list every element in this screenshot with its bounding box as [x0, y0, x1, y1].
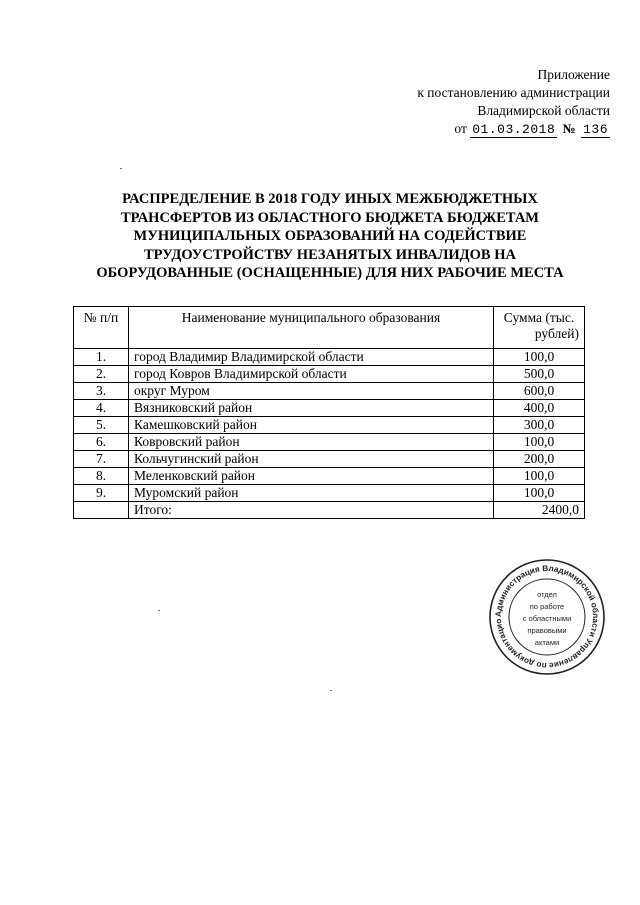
- stamp-ring-path-text: Администрация Владимирской области Управление по документацио: [493, 563, 601, 671]
- row-sum: 100,0: [494, 349, 585, 366]
- title-line: ТРАНСФЕРТОВ ИЗ ОБЛАСТНОГО БЮДЖЕТА БЮДЖЕТАМ: [121, 209, 539, 226]
- row-num: 9.: [74, 485, 129, 502]
- stamp-center-line: отдел: [537, 590, 557, 599]
- table-row: [74, 400, 585, 417]
- row-num: 1.: [74, 349, 129, 366]
- row-sum: 100,0: [494, 485, 585, 502]
- row-name: Вязниковский район: [129, 400, 494, 417]
- table-total-row: [74, 502, 585, 519]
- row-name: Ковровский район: [129, 434, 494, 451]
- official-stamp: [487, 557, 607, 677]
- total-num-cell: [74, 502, 129, 519]
- row-num: 4.: [74, 400, 129, 417]
- row-num: 5.: [74, 417, 129, 434]
- table-row: [74, 485, 585, 502]
- table-body: [74, 349, 585, 519]
- number-sign: №: [562, 121, 576, 136]
- header-appendix-label: Приложение: [537, 67, 610, 82]
- date-value: 01.03.2018: [472, 122, 556, 137]
- row-num: 2.: [74, 366, 129, 383]
- header-num: № п/п: [74, 307, 129, 349]
- row-sum: 100,0: [494, 468, 585, 485]
- row-sum: 600,0: [494, 383, 585, 400]
- table-row: [74, 349, 585, 366]
- scan-speck: [120, 168, 122, 169]
- scan-speck: [330, 690, 332, 691]
- number-value: 136: [583, 122, 608, 137]
- total-sum: 2400,0: [494, 502, 585, 519]
- table-row: [74, 366, 585, 383]
- stamp-center-line: актами: [534, 638, 560, 647]
- row-name: Муромский район: [129, 485, 494, 502]
- distribution-table: [73, 306, 585, 519]
- stamp-center-line: с областными: [522, 614, 572, 623]
- header-sum-line1: Сумма (тыс.: [503, 310, 575, 325]
- header-date-line: [454, 120, 610, 139]
- document-title: [70, 190, 590, 283]
- row-sum: 100,0: [494, 434, 585, 451]
- title-line: ТРУДОУСТРОЙСТВУ НЕЗАНЯТЫХ ИНВАЛИДОВ НА: [144, 246, 516, 263]
- table-row: [74, 434, 585, 451]
- date-prefix: от: [454, 121, 467, 136]
- row-name: город Ковров Владимирской области: [129, 366, 494, 383]
- row-num: 3.: [74, 383, 129, 400]
- title-line: РАСПРЕДЕЛЕНИЕ В 2018 ГОДУ ИНЫХ МЕЖБЮДЖЕТНЫХ: [122, 191, 538, 207]
- table-row: [74, 383, 585, 400]
- total-label: Итого:: [129, 502, 494, 519]
- table-row: [74, 417, 585, 434]
- row-sum: 500,0: [494, 366, 585, 383]
- table-row: [74, 451, 585, 468]
- row-name: Кольчугинский район: [129, 451, 494, 468]
- row-name: город Владимир Владимирской области: [129, 349, 494, 366]
- row-name: округ Муром: [129, 383, 494, 400]
- title-line: ОБОРУДОВАННЫЕ (ОСНАЩЕННЫЕ) ДЛЯ НИХ РАБОЧИЕ МЕСТА: [96, 265, 564, 281]
- header-region-label: Владимирской области: [477, 103, 610, 118]
- row-num: 7.: [74, 451, 129, 468]
- stamp-seal: [487, 557, 607, 677]
- row-sum: 200,0: [494, 451, 585, 468]
- document-header: [310, 66, 610, 139]
- row-sum: 300,0: [494, 417, 585, 434]
- row-num: 6.: [74, 434, 129, 451]
- header-sum: [494, 307, 585, 349]
- row-sum: 400,0: [494, 400, 585, 417]
- title-line: МУНИЦИПАЛЬНЫХ ОБРАЗОВАНИЙ НА СОДЕЙСТВИЕ: [133, 228, 527, 244]
- row-num: 8.: [74, 468, 129, 485]
- table-header-row: [74, 307, 585, 349]
- stamp-center-line: правовыми: [527, 626, 567, 635]
- scan-speck: [158, 610, 160, 611]
- stamp-center-line: по работе: [529, 602, 565, 611]
- row-name: Меленковский район: [129, 468, 494, 485]
- row-name: Камешковский район: [129, 417, 494, 434]
- header-name: Наименование муниципального образования: [129, 307, 494, 349]
- header-sum-line2: рублей): [534, 326, 579, 341]
- header-resolution-label: к постановлению администрации: [417, 85, 610, 100]
- table-row: [74, 468, 585, 485]
